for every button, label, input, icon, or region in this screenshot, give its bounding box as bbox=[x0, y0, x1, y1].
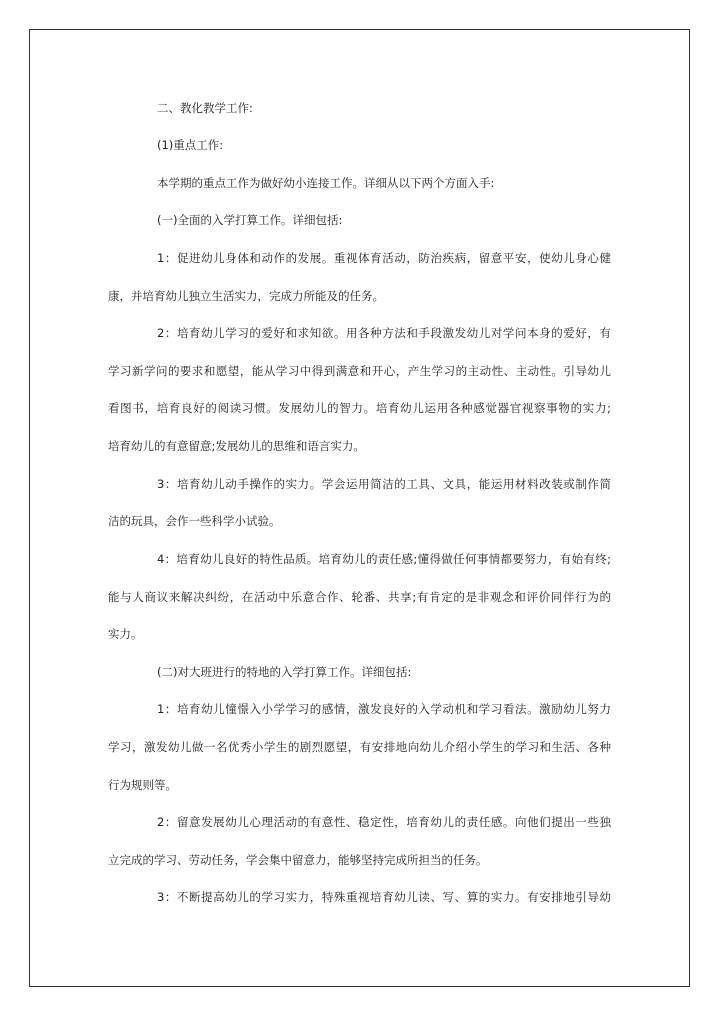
paragraph-line: 1：促进幼儿身体和动作的发展。重视体育活动，防治疾病，留意平安，使幼儿身心健 bbox=[157, 251, 611, 265]
paragraph-line: 能与人商议来解决纠纷，在活动中乐意合作、轮番、共享;有肯定的是非观念和评价同伴行为的 bbox=[108, 590, 611, 604]
paragraph-line: 行为规则等。 bbox=[108, 778, 177, 792]
page-border bbox=[29, 29, 690, 987]
subsection-heading: (1)重点工作: bbox=[157, 138, 224, 152]
paragraph-line: 康，并培育幼儿独立生活实力，完成力所能及的任务。 bbox=[108, 289, 384, 303]
paragraph-line: 1：培育幼儿憧憬入小学学习的感情，激发良好的入学动机和学习看法。激励幼儿努力 bbox=[157, 702, 611, 716]
section-heading: 二、教化教学工作: bbox=[157, 101, 253, 115]
paragraph-line: 看图书，培育良好的阅读习惯。发展幼儿的智力。培育幼儿运用各种感觉器官视察事物的实力; bbox=[108, 401, 611, 415]
paragraph-line: 3：培育幼儿动手操作的实力。学会运用简洁的工具、文具，能运用材料改装或制作简 bbox=[157, 477, 611, 491]
paragraph-line: 本学期的重点工作为做好幼小连接工作。详细从以下两个方面入手: bbox=[157, 176, 495, 190]
paragraph-line: 培育幼儿的有意留意;发展幼儿的思维和语言实力。 bbox=[108, 439, 365, 453]
paragraph-line: 3：不断提高幼儿的学习实力，特殊重视培育幼儿读、写、算的实力。有安排地引导幼 bbox=[157, 890, 611, 904]
paragraph-line: 实力。 bbox=[108, 627, 143, 641]
paragraph-line: 2：培育幼儿学习的爱好和求知欲。用各种方法和手段激发幼儿对学问本身的爱好，有 bbox=[157, 326, 611, 340]
paragraph-line: 学习新学问的要求和愿望，能从学习中得到满意和开心，产生学习的主动性、主动性。引导幼儿 bbox=[108, 364, 611, 378]
paragraph-line: 2：留意发展幼儿心理活动的有意性、稳定性，培育幼儿的责任感。向他们提出一些独 bbox=[157, 815, 611, 829]
subsection-heading: (一)全面的入学打算工作。详细包括: bbox=[157, 213, 343, 227]
paragraph-line: 学习，激发幼儿做一名优秀小学生的剧烈愿望，有安排地向幼儿介绍小学生的学习和生活、各种 bbox=[108, 740, 611, 754]
subsection-heading: (二)对大班进行的特地的入学打算工作。详细包括: bbox=[157, 665, 412, 679]
paragraph-line: 立完成的学习、劳动任务，学会集中留意力，能够坚持完成所担当的任务。 bbox=[108, 853, 488, 867]
paragraph-line: 洁的玩具，会作一些科学小试验。 bbox=[108, 514, 281, 528]
paragraph-line: 4：培育幼儿良好的特性品质。培育幼儿的责任感;懂得做任何事情都要努力，有始有终; bbox=[157, 552, 611, 566]
